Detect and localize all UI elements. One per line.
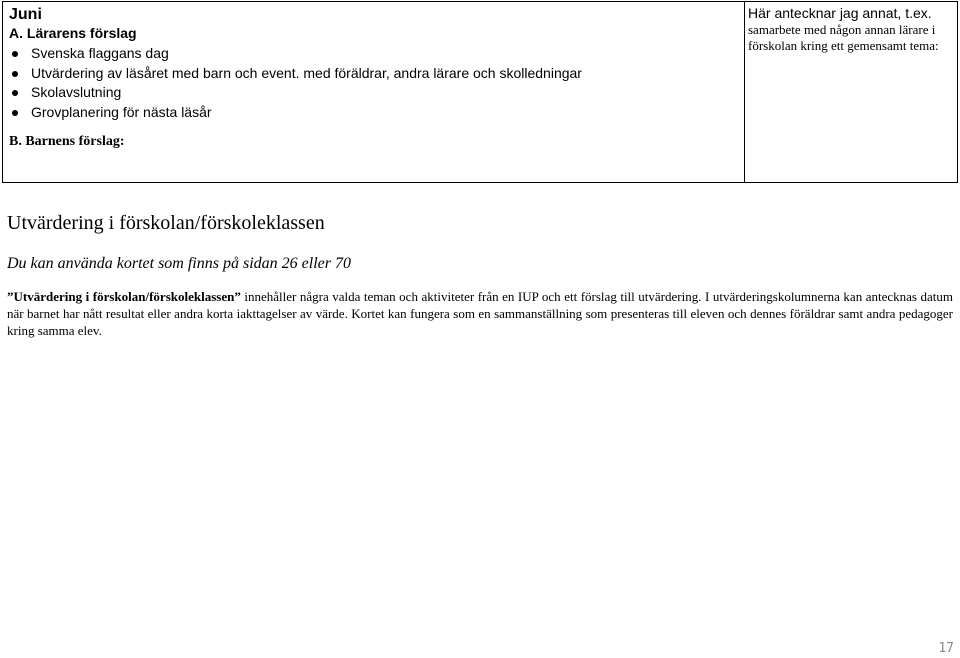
children-proposal-heading: B. Barnens förslag: <box>9 134 125 149</box>
notes-instruction-rest: samarbete med någon annan lärare i förskolan kring ett gemensamt tema: <box>748 22 939 53</box>
list-item: Grovplanering för nästa läsår <box>31 103 739 123</box>
left-column <box>9 5 739 122</box>
month-heading: Juni <box>9 6 42 23</box>
list-item: Utvärdering av läsåret med barn och event. med föräldrar, andra lärare och skolledningar <box>31 64 739 84</box>
planning-table <box>2 1 958 183</box>
notes-column <box>748 5 953 54</box>
paragraph-bold-title: ”Utvärdering i förskolan/förskoleklassen” <box>7 289 241 304</box>
section-title: Utvärdering i förskolan/förskoleklassen <box>7 212 325 234</box>
teacher-proposal-list <box>9 44 739 122</box>
section-subtitle: Du kan använda kortet som finns på sidan 26 eller 70 <box>7 255 351 272</box>
page-number: 17 <box>938 641 954 656</box>
list-item: Svenska flaggans dag <box>31 44 739 64</box>
teacher-proposal-heading: A. Lärarens förslag <box>9 25 137 41</box>
section-paragraph <box>7 288 953 339</box>
list-item: Skolavslutning <box>31 83 739 103</box>
paragraph-body: innehåller några valda teman och aktiviteter från en IUP och ett förslag till utvärdering. I utvärderingskolumnerna kan antecknas datum när barnet har nått resultat eller andra korta iakttagelser av värde. Kortet kan fungera som en sammanställning som presenteras till eleven och dennes föräldrar samt andra pedagoger kring samma elev. <box>7 289 953 338</box>
notes-instruction-first: Här antecknar jag annat, t.ex. <box>748 5 932 21</box>
column-divider <box>744 2 745 182</box>
